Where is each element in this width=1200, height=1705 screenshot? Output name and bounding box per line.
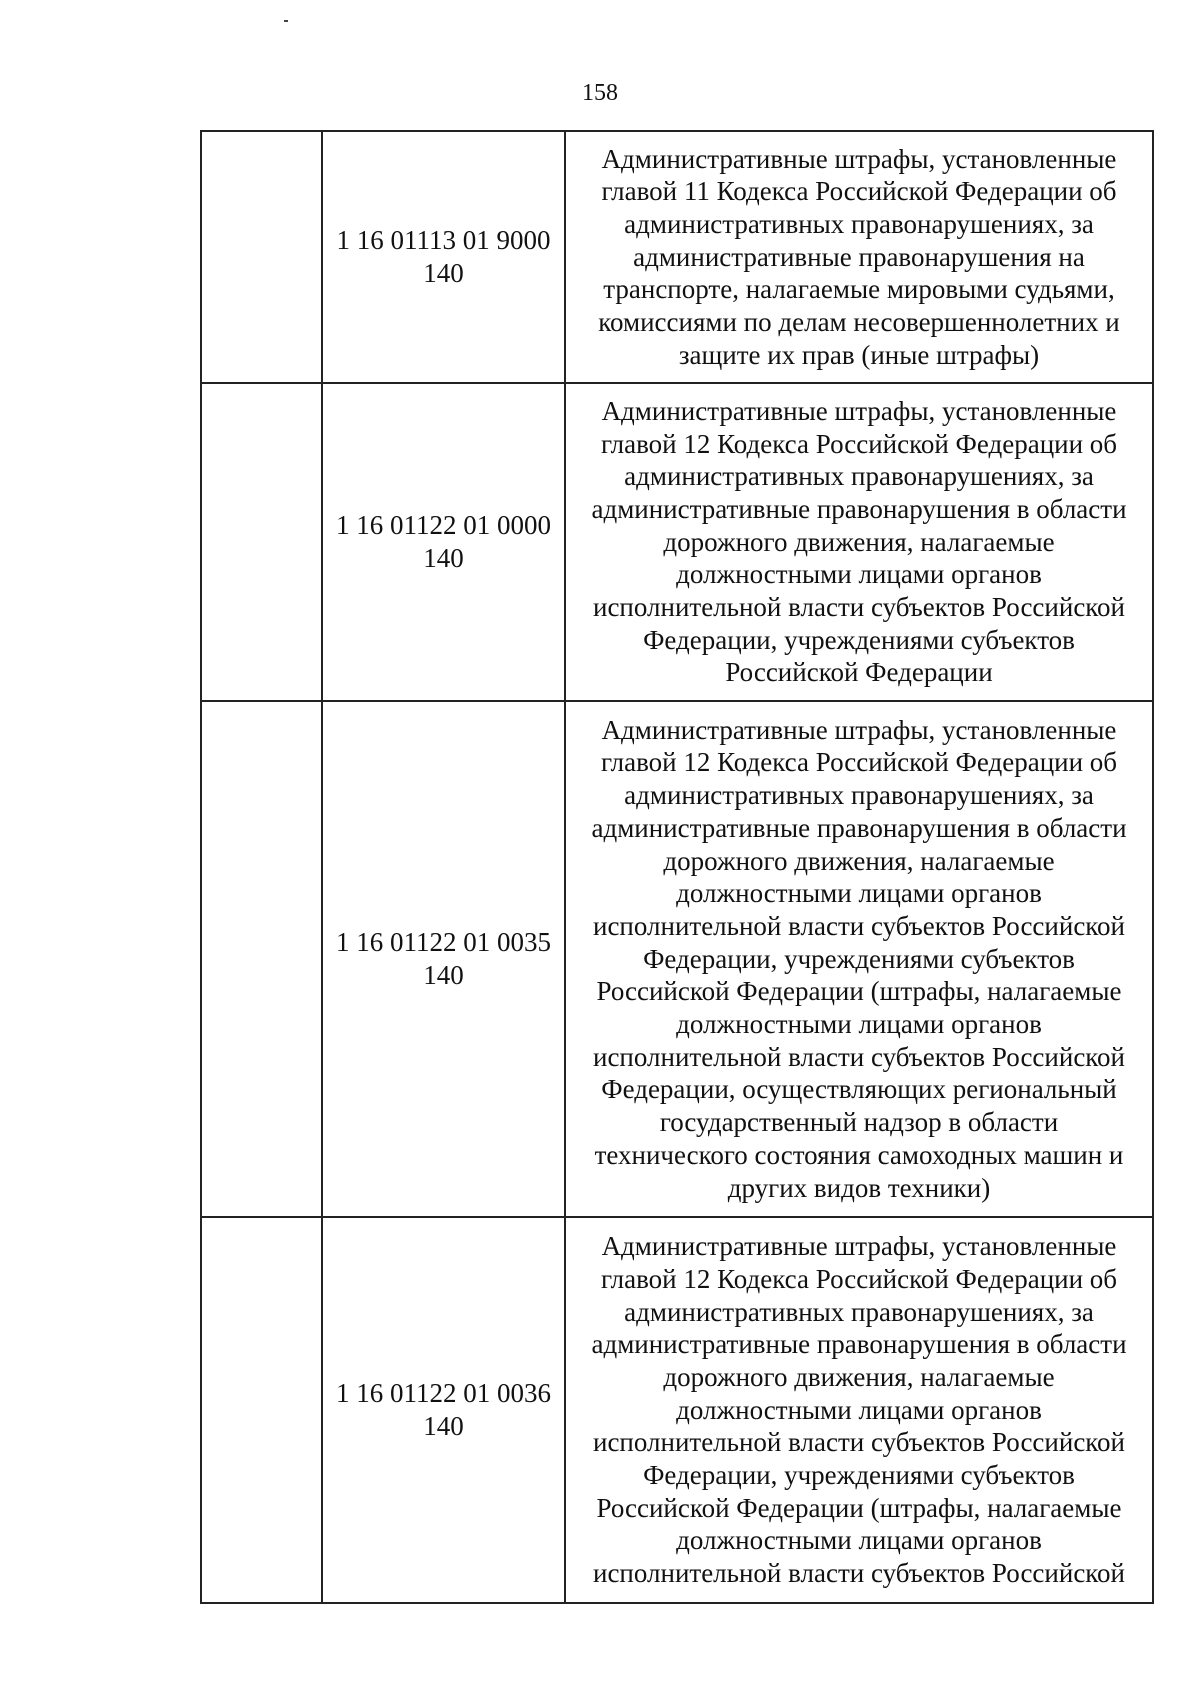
description-line: Административные штрафы, установленные: [601, 395, 1117, 426]
code-line: 1 16 01122 01 0035: [336, 927, 551, 958]
description-line: Федерации, осуществляющих региональный: [601, 1074, 1117, 1105]
description-cell: [565, 131, 1153, 383]
description-line: Федерации, учреждениями субъектов: [643, 943, 1075, 974]
table-row: [201, 383, 1153, 701]
table-row: [201, 701, 1153, 1217]
description-cell: [565, 1217, 1153, 1603]
description-line: административные правонарушения в области: [591, 812, 1127, 843]
description-cell: [565, 383, 1153, 701]
description-line: комиссиями по делам несовершеннолетних и: [598, 307, 1120, 338]
description-line: исполнительной власти субъектов Российской: [593, 1041, 1125, 1072]
blank-cell: [201, 383, 322, 701]
code-line: 140: [423, 1411, 464, 1441]
code-line: 140: [423, 543, 464, 573]
description-line: главой 12 Кодекса Российской Федерации об: [600, 428, 1118, 459]
description-line: административных правонарушениях, за: [624, 461, 1094, 492]
description-line: транспорте, налагаемые мировыми судьями,: [603, 274, 1115, 305]
code-line: 140: [423, 258, 464, 288]
description-line: государственный надзор в области: [659, 1107, 1059, 1138]
description-line: должностными лицами органов: [676, 1394, 1042, 1425]
description-line: Российской Федерации (штрафы, налагаемые: [596, 1492, 1122, 1523]
description-line: других видов техники): [727, 1172, 991, 1203]
scan-speck: [284, 20, 288, 22]
code-cell: [322, 701, 565, 1217]
blank-cell: [201, 131, 322, 383]
description-line: технического состояния самоходных машин и: [594, 1139, 1124, 1170]
description-line: Российской Федерации: [725, 657, 993, 688]
code-line: 1 16 01122 01 0036: [336, 1378, 551, 1409]
description-line: Административные штрафы, установленные: [601, 1231, 1117, 1262]
table-row: [201, 131, 1153, 383]
description-line: исполнительной власти субъектов Российской: [593, 910, 1125, 941]
description-line: должностными лицами органов: [676, 878, 1042, 909]
description-line: Федерации, учреждениями субъектов: [643, 1460, 1075, 1491]
description-line: должностными лицами органов: [676, 1009, 1042, 1040]
code-cell: [322, 1217, 565, 1603]
description-line: Административные штрафы, установленные: [601, 714, 1117, 745]
description-line: Административные штрафы, установленные: [601, 143, 1117, 174]
description-line: дорожного движения, налагаемые: [663, 526, 1055, 557]
description-line: административных правонарушениях, за: [624, 780, 1094, 811]
description-line: должностными лицами органов: [676, 1525, 1042, 1556]
table-row: [201, 1217, 1153, 1603]
description-line: исполнительной власти субъектов Российской: [593, 1558, 1125, 1589]
description-line: исполнительной власти субъектов Российской: [593, 1427, 1125, 1458]
blank-cell: [201, 701, 322, 1217]
description-line: главой 11 Кодекса Российской Федерации об: [601, 176, 1117, 207]
description-line: административные правонарушения в области: [591, 493, 1127, 524]
description-line: административные правонарушения в области: [591, 1329, 1127, 1360]
description-line: административных правонарушениях, за: [624, 208, 1094, 239]
code-cell: [322, 131, 565, 383]
description-line: дорожного движения, налагаемые: [663, 845, 1055, 876]
blank-cell: [201, 1217, 322, 1603]
description-line: дорожного движения, налагаемые: [663, 1361, 1055, 1392]
description-line: исполнительной власти субъектов Российской: [593, 592, 1125, 623]
code-line: 1 16 01113 01 9000: [336, 225, 551, 256]
description-line: должностными лицами органов: [676, 559, 1042, 590]
description-line: административные правонарушения на: [633, 241, 1085, 272]
page-number: 158: [582, 80, 618, 106]
description-cell: [565, 701, 1153, 1217]
description-line: Российской Федерации (штрафы, налагаемые: [596, 976, 1122, 1007]
description-line: административных правонарушениях, за: [624, 1296, 1094, 1327]
description-line: главой 12 Кодекса Российской Федерации об: [600, 1263, 1118, 1294]
code-line: 1 16 01122 01 0000: [336, 510, 551, 541]
description-line: Федерации, учреждениями субъектов: [643, 624, 1075, 655]
fines-table: [200, 130, 1154, 1604]
description-line: защите их прав (иные штрафы): [678, 339, 1040, 370]
code-cell: [322, 383, 565, 701]
code-line: 140: [423, 960, 464, 990]
description-line: главой 12 Кодекса Российской Федерации об: [600, 747, 1118, 778]
